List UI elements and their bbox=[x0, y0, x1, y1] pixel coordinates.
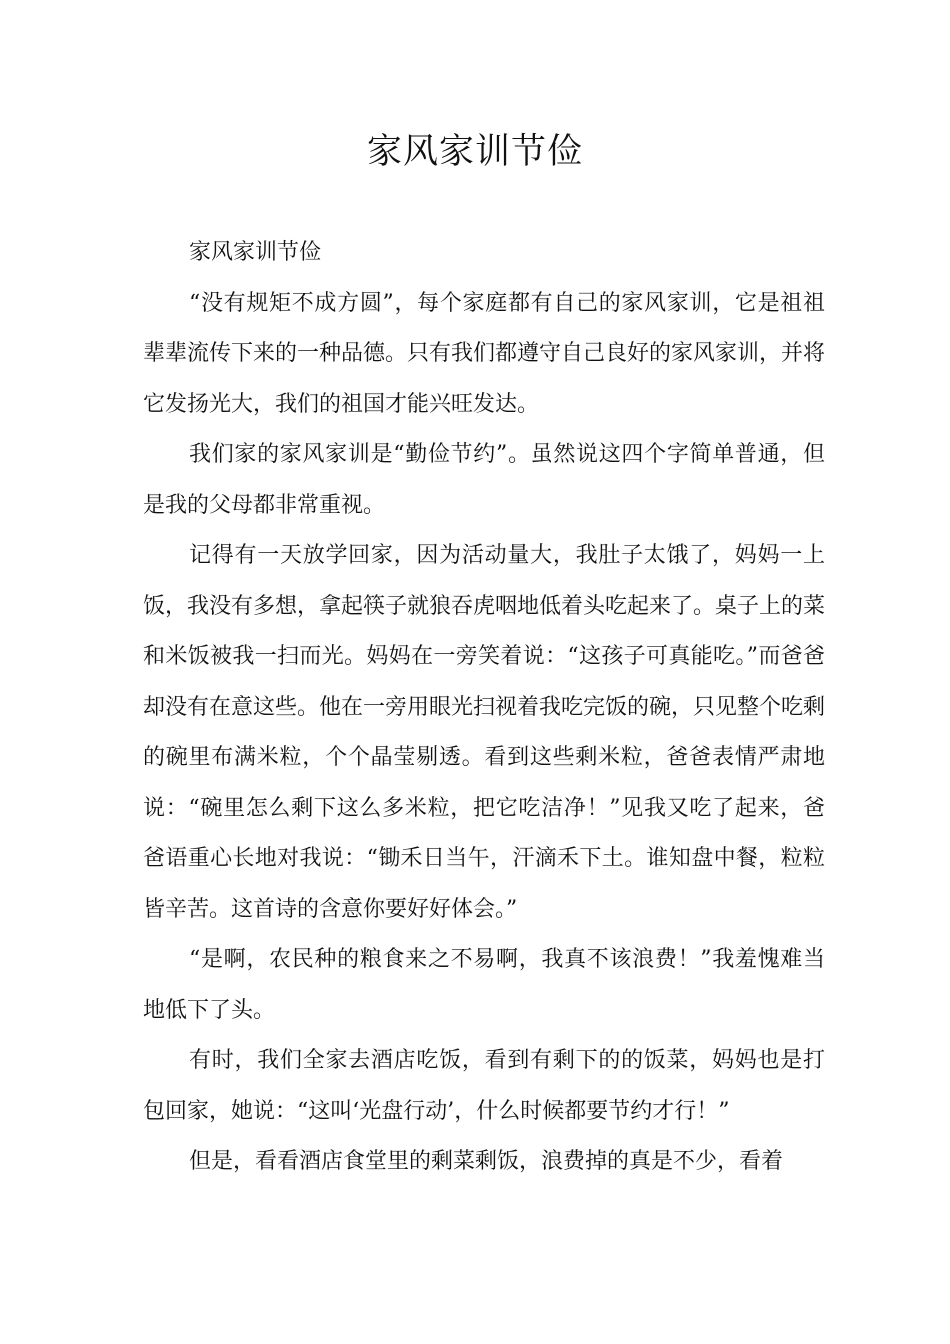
paragraph: 记得有一天放学回家，因为活动量大，我肚子太饿了，妈妈一上饭，我没有多想，拿起筷子就狼吞虎咽地低着头吃起来了。桌子上的菜和米饭被我一扫而光。妈妈在一旁笑着说：“这孩子可真能吃。”而爸爸却没有在意这些。他在一旁用眼光扫视着我吃完饭的碗，只见整个吃剩的碗里布满米粒，个个晶莹剔透。看到这些剩米粒，爸爸表情严肃地说：“碗里怎么剩下这么多米粒，把它吃洁净！”见我又吃了起来，爸爸语重心长地对我说：“锄禾日当午，汗滴禾下土。谁知盘中餐，粒粒皆辛苦。这首诗的含意你要好好体会。” bbox=[143, 543, 826, 922]
paragraph: 我们家的家风家训是“勤俭节约”。虽然说这四个字简单普通，但是我的父母都非常重视。 bbox=[143, 442, 825, 518]
paragraph: 有时，我们全家去酒店吃饭，看到有剩下的的饭菜，妈妈也是打包回家，她说：“这叫‘光盘行动’，什么时候都要节约才行！” bbox=[143, 1048, 825, 1124]
paragraph: 家风家训节俭 bbox=[189, 240, 322, 265]
paragraph: “是啊，农民种的粮食来之不易啊，我真不该浪费！”我羞愧难当地低下了头。 bbox=[143, 947, 825, 1023]
document-title: 家风家训节俭 bbox=[366, 132, 583, 172]
paragraph: “没有规矩不成方圆”，每个家庭都有自己的家风家训，它是祖祖辈辈流传下来的一种品德。只有我们都遵守自己良好的家风家训，并将它发扬光大，我们的祖国才能兴旺发达。 bbox=[143, 290, 826, 417]
document-body bbox=[143, 228, 825, 1188]
paragraph: 但是，看看酒店食堂里的剩菜剩饭，浪费掉的真是不少，看着 bbox=[189, 1149, 784, 1174]
